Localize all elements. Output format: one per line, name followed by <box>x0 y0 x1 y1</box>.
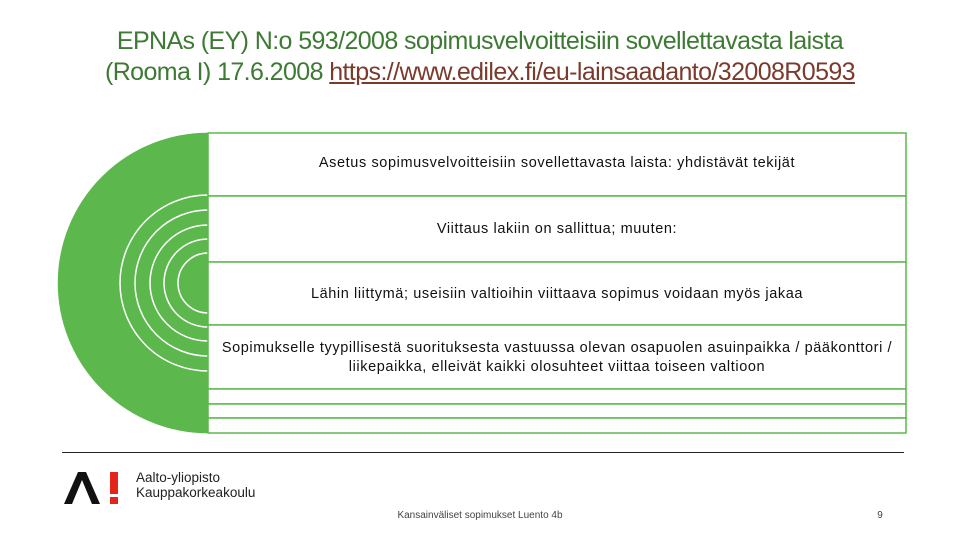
edilex-link[interactable]: https://www.edilex.fi/eu-lainsaadanto/32008R0593 <box>329 58 855 86</box>
page-number: 9 <box>877 510 883 521</box>
title-line-2-prefix: (Rooma I) 17.6.2008 <box>105 58 330 86</box>
row-box-5 <box>208 389 906 404</box>
logo-text <box>136 470 255 500</box>
row-text-2: Viittaus lakiin on sallittua; muuten: <box>436 221 678 237</box>
aalto-logo <box>64 470 294 506</box>
row-box-7 <box>208 418 906 433</box>
row-boxes <box>208 133 906 433</box>
row-text-1: Asetus sopimusvelvoitteisiin sovellettavasta laista: yhdistävät tekijät <box>318 155 796 171</box>
footer-divider <box>62 452 904 453</box>
row-text-4: Sopimukselle tyypillisestä suorituksesta vastuussa olevan osapuolen asuinpaikka / pääkonttori / liikepaikka, elleivät kaikki olosuhteet viittaa toiseen valtioon <box>221 340 893 375</box>
logo-line-2: Kauppakorkeakoulu <box>136 485 256 500</box>
logo-line-1: Aalto-yliopisto <box>136 470 221 485</box>
row-box-6 <box>208 404 906 418</box>
title-line-1: EPNAs (EY) N:o 593/2008 sopimusvelvoitteisiin sovellettavasta laista <box>116 27 844 55</box>
aalto-logo-mark <box>64 470 126 506</box>
row-text-3: Lähin liittymä; useisiin valtioihin viittaava sopimus voidaan myös jakaa <box>310 286 804 302</box>
footer-course: Kansainväliset sopimukset Luento 4b <box>397 510 563 521</box>
